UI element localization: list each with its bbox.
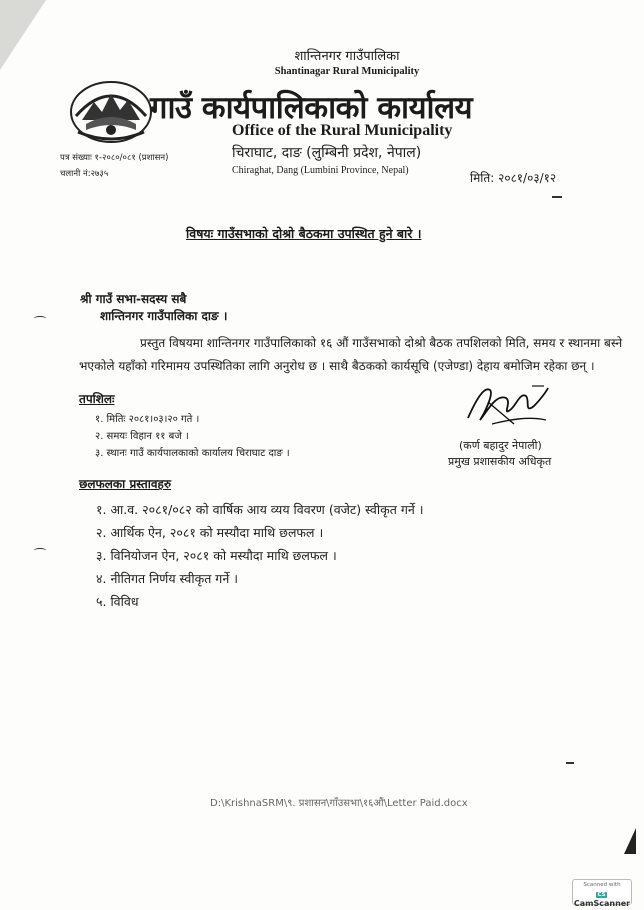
office-title-nepali: गाउँ कार्यपालिकाको कार्यालय — [150, 90, 473, 126]
municipality-name-nepali: शान्तिनगर गाउँपालिका — [294, 49, 400, 64]
addressee-line-2: शान्तिनगर गाउँपालिका दाङ । — [100, 309, 228, 323]
detail-item-time: २. समयः विहान ११ बजे । — [95, 431, 189, 442]
municipality-name-english: Shantinagar Rural Municipality — [274, 66, 420, 77]
detail-item-date: १. मितिः २०८१।०३।२० गते । — [95, 414, 200, 425]
agenda-item-policy-decision: ४. नीतिगत निर्णय स्वीकृत गर्ने । — [96, 571, 238, 586]
scanner-brand — [573, 890, 631, 908]
agenda-item-finance-act: २. आर्थिक ऐन, २०८१ को मस्यौदा माथि छलफल । — [96, 525, 324, 540]
letter-subject: विषयः गाउँसभाको दोश्रो बैठकमा उपस्थित हुने बारे । — [186, 226, 422, 241]
scanner-caption: Scanned with — [583, 882, 621, 888]
government-emblem-icon — [68, 80, 154, 144]
detail-item-venue: ३. स्थानः गाउँ कार्यपालकाको कार्यालय चिराघाट दाङ । — [95, 448, 290, 459]
camscanner-watermark — [572, 879, 632, 908]
handwritten-signature — [462, 380, 552, 430]
signatory-name: (कर्ण बहादुर नेपाली) — [459, 439, 542, 452]
agenda-heading: छलफलका प्रस्तावहरु — [79, 477, 172, 491]
page-fold-corner — [0, 0, 46, 70]
body-paragraph-line-2: भएकोले यहाँको गरिमामय उपस्थितिका लागि अनुरोध छ । साथै बैठकको कार्यसूचि (एजेण्डा) देहाय बमोजिम रहेका छन् । — [79, 359, 595, 373]
letter-number: पत्र संख्याः १-२०८०/०८१ (प्रशासन) — [60, 153, 169, 163]
agenda-item-miscellaneous: ५. विविध — [96, 594, 139, 609]
punch-hole-mark — [34, 316, 46, 321]
camscanner-logo-icon: CS — [597, 892, 606, 898]
agenda-item-budget: १. आ.व. २०८१/०८२ को वार्षिक आय व्यय विवरण (वजेट) स्वीकृत गर्ने । — [96, 502, 424, 517]
pen-mark — [566, 762, 574, 764]
office-title-english: Office of the Rural Municipality — [232, 122, 453, 139]
addressee-line-1: श्री गाउँ सभा-सदस्य सबै — [80, 292, 187, 306]
scanner-brand-label: CamScanner — [573, 899, 631, 908]
file-path-footer: D:\KrishnaSRM\९. प्रशासन\गाँउसभा\१६औं\Letter Paid.docx — [210, 798, 468, 809]
signatory-title: प्रमुख प्रशासकीय अधिकृत — [448, 455, 552, 468]
details-heading: तपशिलः — [79, 392, 115, 406]
punch-hole-mark — [34, 548, 46, 553]
office-address-english: Chiraghat, Dang (Lumbini Province, Nepal) — [232, 165, 409, 176]
letter-date: मिति: २०८१/०३/१२ — [470, 171, 557, 185]
page-edge-mark — [624, 828, 636, 854]
pen-mark — [552, 196, 562, 198]
office-address-nepali: चिराघाट, दाङ (लुम्बिनी प्रदेश, नेपाल) — [232, 145, 422, 161]
dispatch-number: चलानी नं:२७३५ — [60, 169, 109, 179]
body-paragraph-line-1: प्रस्तुत विषयमा शान्तिनगर गाउँपालिकाको १६ औं गाउँसभाको दोश्रो बैठक तपशिलको मिति, समय र स्थानमा बस्ने — [140, 336, 623, 350]
agenda-item-appropriation-act: ३. विनियोजन ऐन, २०८१ को मस्यौदा माथि छलफल । — [96, 548, 337, 563]
